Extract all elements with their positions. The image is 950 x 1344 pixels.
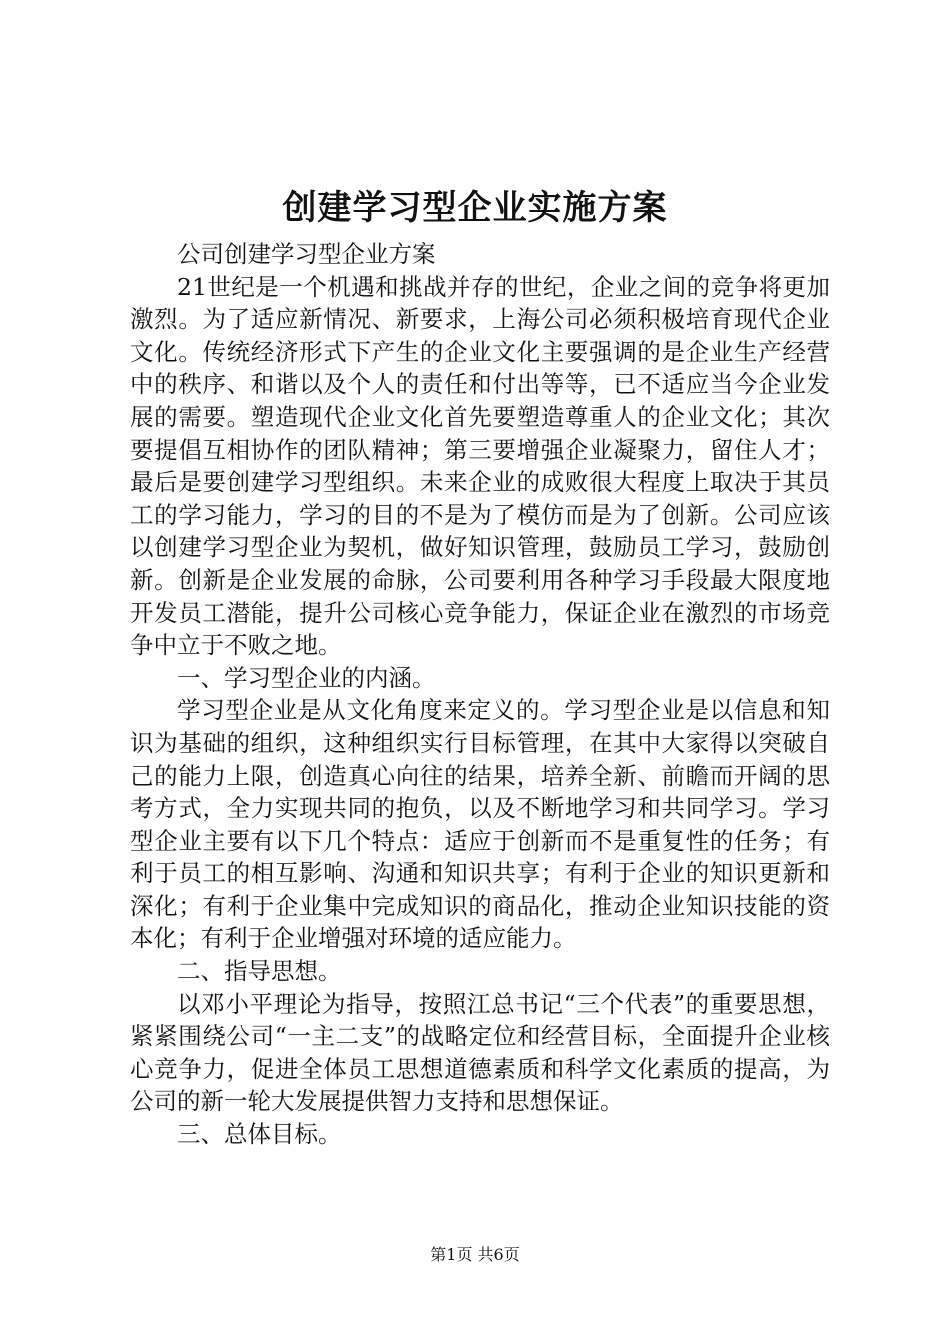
section-heading-2: 二、指导思想。 (177, 957, 342, 986)
paragraph-introduction: 21世纪是一个机遇和挑战并存的世纪，企业之间的竞争将更加激烈。为了适应新情况、新要求，上海公司必须积极培育现代企业文化。传统经济形式下产生的企业文化主要强调的是企业生产经营中的秩序、和谐以及个人的责任和付出等等，已不适应当今企业发展的需要。塑造现代企业文化首先要塑造尊重人的企业文化；其次要提倡互相协作的团队精神；第三要增强企业凝聚力，留住人才；最后是要创建学习型组织。未来企业的成败很大程度上取决于其员工的学习能力，学习的目的不是为了模仿而是为了创新。公司应该以创建学习型企业为契机，做好知识管理，鼓励员工学习，鼓励创新。创新是企业发展的命脉，公司要利用各种学习手段最大限度地开发员工潜能，提升公司核心竞争能力，保证企业在激烈的市场竞争中立于不败之地。 (130, 272, 830, 660)
page-number-footer: 第1页 共6页 (430, 1245, 520, 1264)
section-heading-1: 一、学习型企业的内涵。 (177, 663, 436, 692)
document-title: 创建学习型企业实施方案 (282, 188, 668, 228)
document-body (130, 238, 830, 1151)
paragraph-definition: 学习型企业是从文化角度来定义的。学习型企业是以信息和知识为基础的组织，这种组织实行目标管理，在其中大家得以突破自己的能力上限，创造真心向往的结果，培养全新、前瞻而开阔的思考方式，全力实现共同的抱负，以及不断地学习和共同学习。学习型企业主要有以下几个特点：适应于创新而不是重复性的任务；有利于员工的相互影响、沟通和知识共享；有利于企业的知识更新和深化；有利于企业集中完成知识的商品化，推动企业知识技能的资本化；有利于企业增强对环境的适应能力。 (130, 696, 830, 953)
paragraph-subtitle: 公司创建学习型企业方案 (177, 240, 436, 268)
paragraph-guiding-ideology: 以邓小平理论为指导，按照江总书记“三个代表”的重要思想，紧紧围绕公司“一主二支”的战略定位和经营目标，全面提升企业核心竞争力，促进全体员工思想道德素质和科学文化素质的提高，为公司的新一轮大发展提供智力支持和思想保证。 (130, 989, 830, 1116)
section-heading-3: 三、总体目标。 (177, 1120, 342, 1149)
